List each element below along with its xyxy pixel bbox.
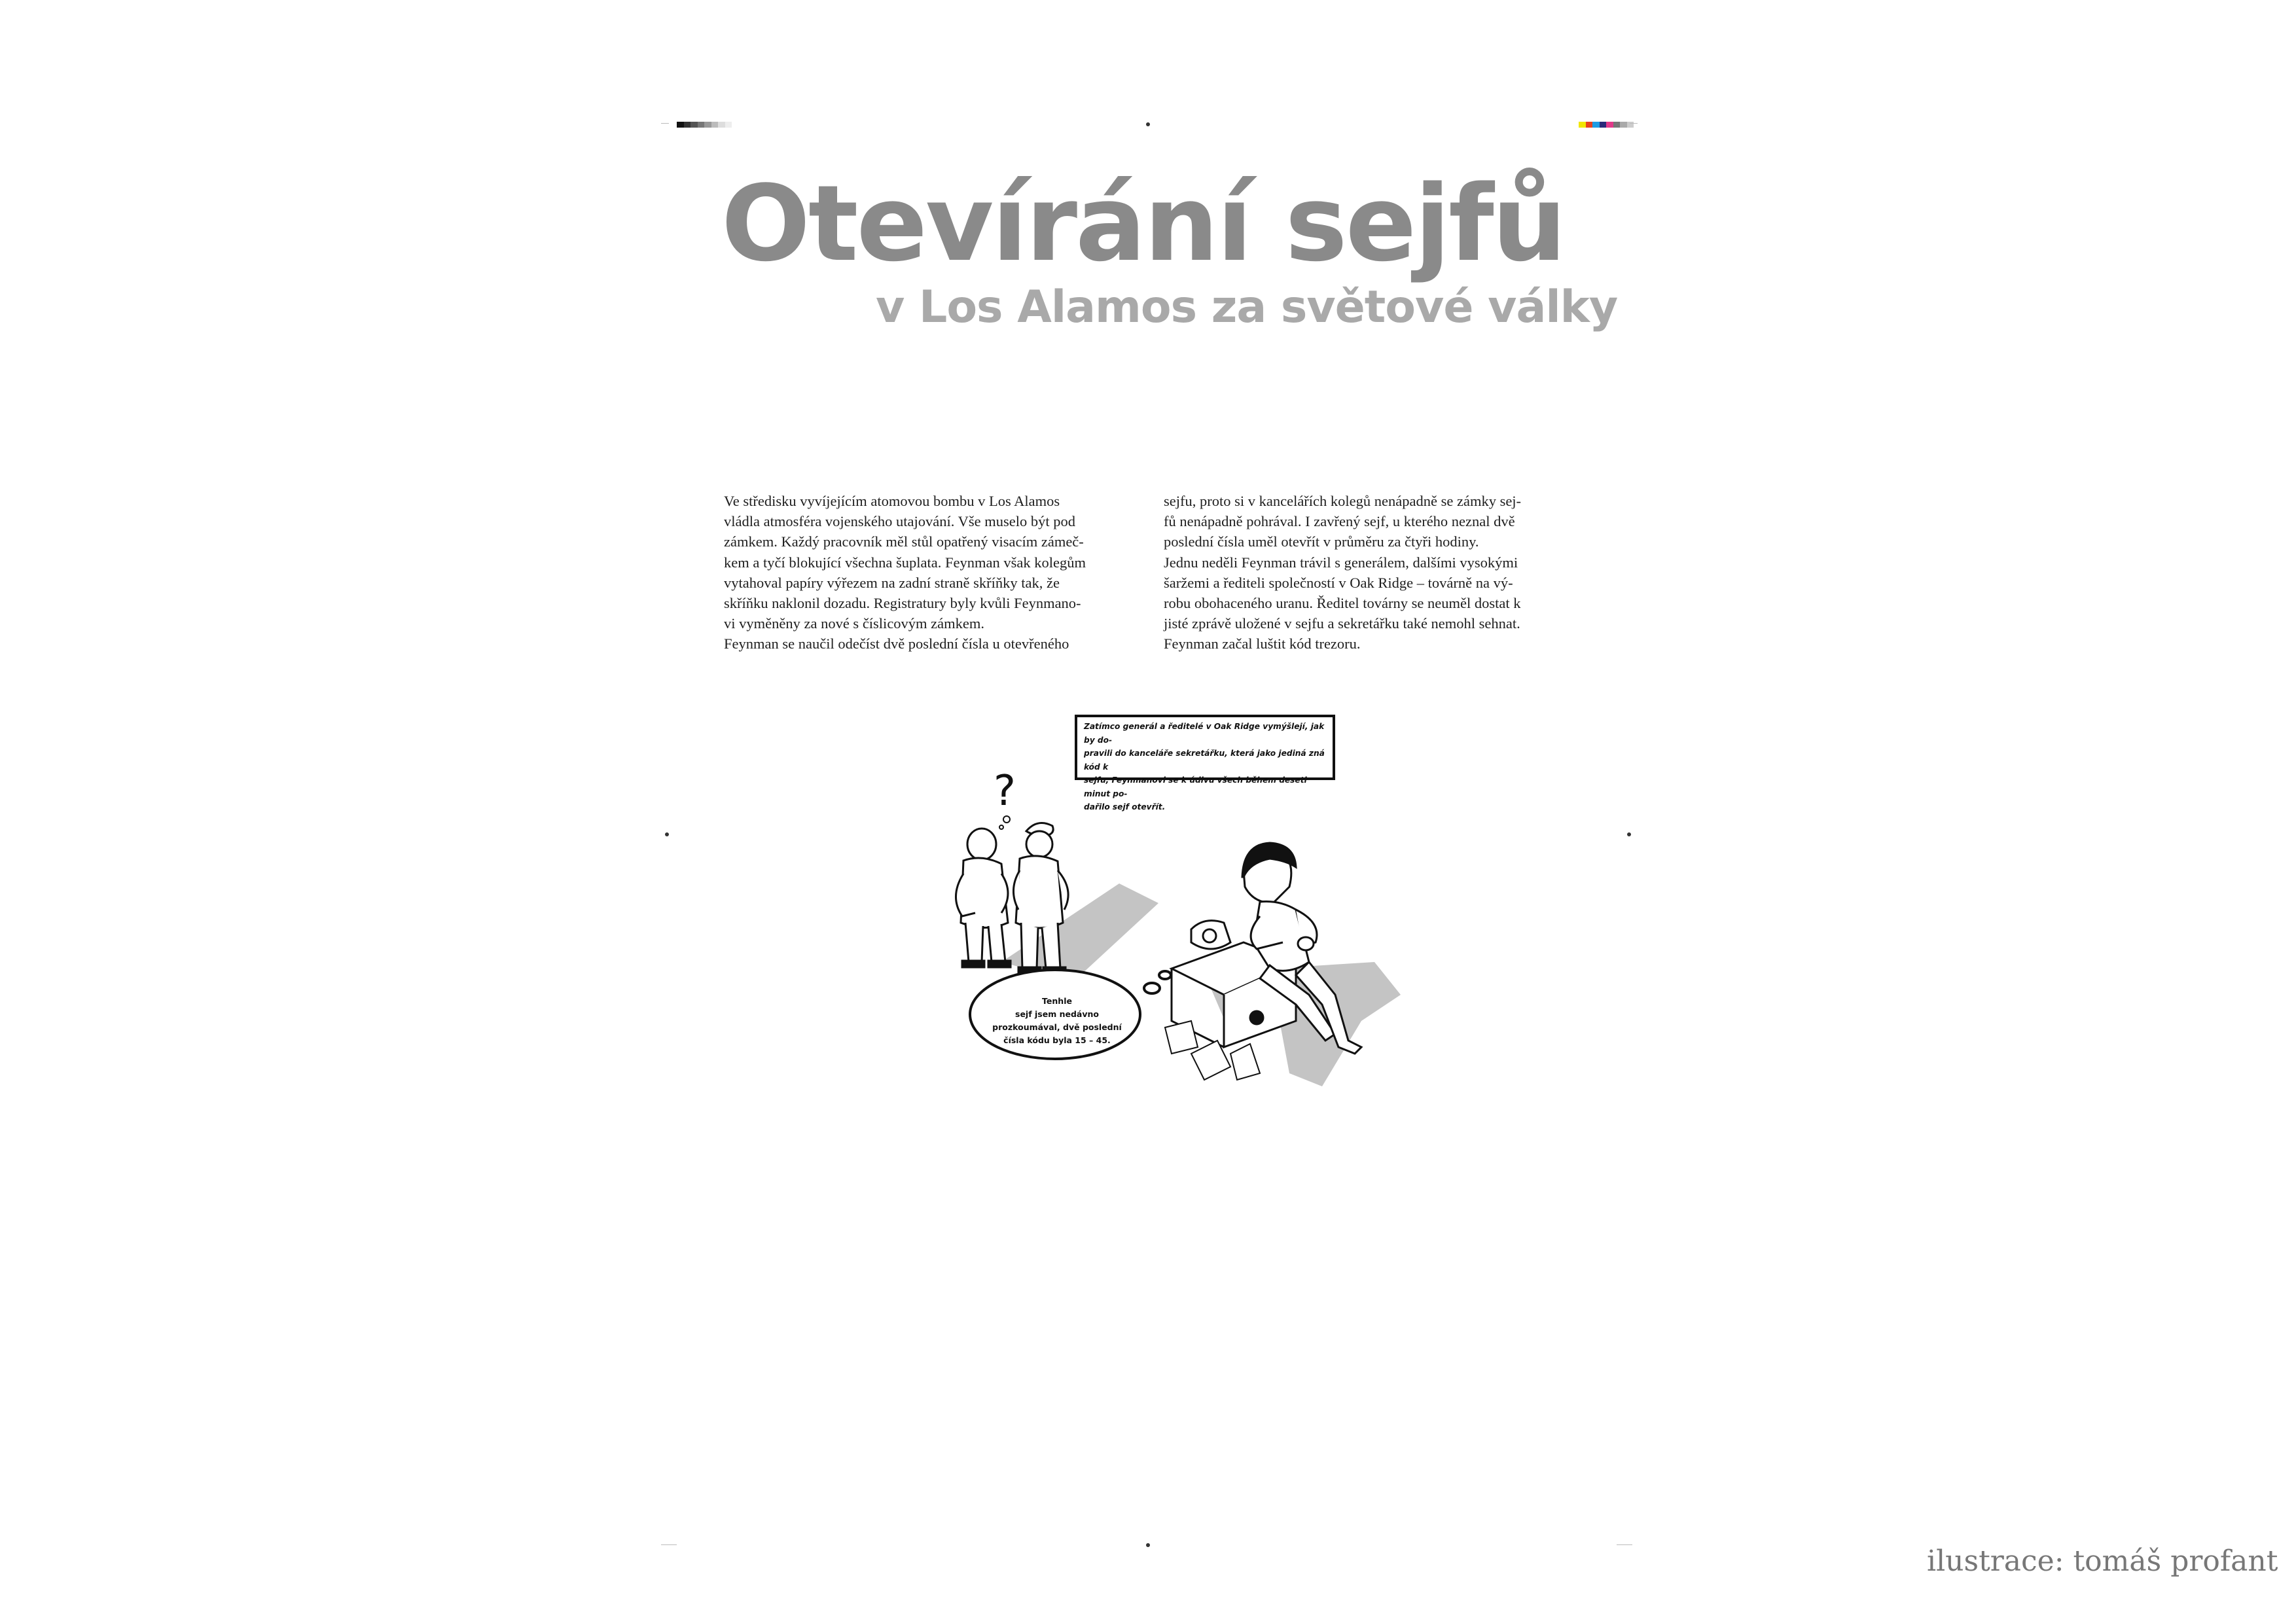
article-line: vi vyměněny za nové s číslicovým zámkem. [724,615,985,632]
article-line: vládla atmosféra vojenského utajování. Vše muselo být pod [724,513,1075,530]
speech-line: sejf jsem nedávno [1015,1009,1099,1019]
crop-mark [661,123,669,124]
article-line: zámkem. Každý pracovník měl stůl opatřený visacím zámeč- [724,533,1084,550]
crop-mark [1630,123,1638,124]
grayscale-calibration-strip [677,122,732,128]
article-line: robu obohaceného uranu. Ředitel továrny se neuměl dostat k [1164,595,1521,612]
speech-line: Tenhle [1042,996,1072,1006]
registration-mark-top [1146,122,1150,126]
registration-mark-bottom [1146,1543,1150,1547]
registration-mark-left [665,832,669,836]
caption-line: dařilo sejf otevřít. [1084,802,1166,812]
article-line: kem a tyčí blokující všechna šuplata. Feynman však kolegům [724,554,1086,571]
caption-line: sejfu, Feynmanovi se k údivu všech během deseti minut po- [1084,776,1307,798]
article-column-left [724,491,1143,654]
article-line: šaržemi a řediteli společností v Oak Ridge – továrně na vý- [1164,574,1513,591]
article-line: jisté zprávě uložené v sejfu a sekretářku také nemohl sehnat. [1164,615,1520,632]
question-mark: ? [994,767,1016,815]
article-column-right [1164,491,1583,654]
article-line: Jednu neděli Feynman trávil s generálem, dalšími vysokými [1164,554,1518,571]
crop-mark [661,1544,677,1545]
article-line: Feynman začal luštit kód trezoru. [1164,635,1361,652]
speech-bubble-text [975,995,1139,1047]
illustration-credit: ilustrace: tomáš profant [1927,1544,2278,1578]
speech-line: čísla kódu byla 15 – 45. [1003,1035,1111,1045]
article-line: sejfu, proto si v kancelářích kolegů nenápadně se zámky sej- [1164,493,1522,509]
caption-line: Zatímco generál a ředitelé v Oak Ridge vymýšlejí, jak by do- [1084,722,1325,745]
color-calibration-strip [1579,122,1634,128]
article-line: Ve středisku vyvíjejícím atomovou bombu v Los Alamos [724,493,1060,509]
page-subtitle: v Los Alamos za světové války [876,281,1618,333]
general-figure [956,829,1011,967]
comic-caption [1075,715,1335,812]
crop-mark [1617,1544,1632,1545]
registration-mark-right [1627,832,1631,836]
page-title: Otevírání sejfů [721,162,1565,285]
article-line: skříňku naklonil dozadu. Registratury byly kvůli Feynmano- [724,595,1081,612]
speech-line: prozkoumával, dvě poslední [992,1022,1122,1032]
article-line: vytahoval papíry výřezem na zadní straně skříňky tak, že [724,574,1060,591]
article-line: fů nenápadně pohrával. I zavřený sejf, u kterého neznal dvě [1164,513,1515,530]
caption-line: pravili do kanceláře sekretářku, která jako jediná zná kód k [1084,749,1325,772]
article-line: poslední čísla uměl otevřít v průměru za čtyři hodiny. [1164,533,1479,550]
article-line: Feynman se naučil odečíst dvě poslední čísla u otevřeného [724,635,1069,652]
